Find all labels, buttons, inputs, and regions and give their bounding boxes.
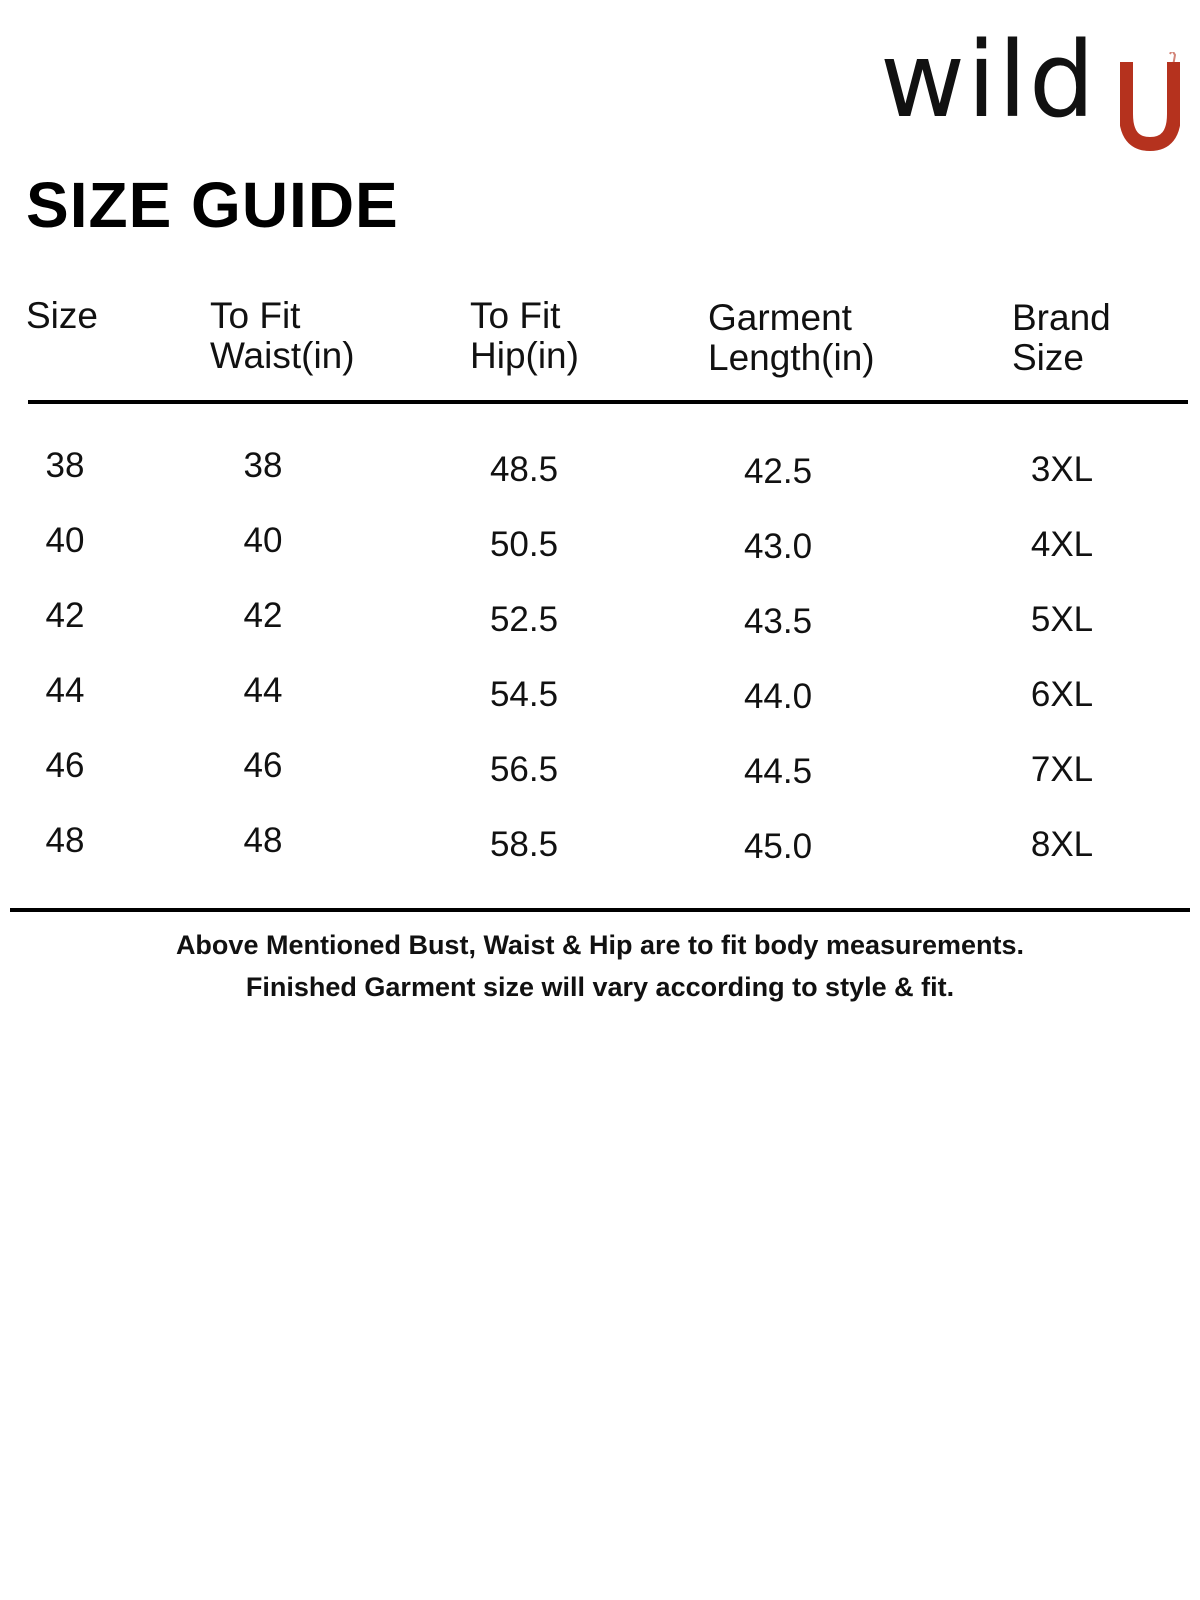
cell-brand-size: 6XL: [1030, 675, 1094, 714]
brand-logo: [880, 20, 1180, 140]
cell-size: 38: [45, 446, 85, 485]
cell-hip: 54.5: [489, 675, 559, 714]
column-header-size: Size: [26, 295, 98, 336]
cell-hip: 56.5: [489, 750, 559, 789]
cell-size: 40: [45, 521, 85, 560]
cell-hip: 52.5: [489, 600, 559, 639]
cell-waist: 48: [243, 821, 283, 860]
cell-length: 44.5: [743, 752, 813, 791]
cell-length: 42.5: [743, 452, 813, 491]
table-row: [0, 521, 1200, 595]
column-header-hip: To Fit Hip(in): [470, 295, 579, 376]
table-row: [0, 746, 1200, 820]
brand-logo-text: wild: [880, 19, 1097, 141]
cell-size: 42: [45, 596, 85, 635]
cell-length: 43.0: [743, 527, 813, 566]
header-divider: [28, 400, 1188, 404]
cell-brand-size: 3XL: [1030, 450, 1094, 489]
table-row: [0, 671, 1200, 745]
cell-hip: 58.5: [489, 825, 559, 864]
table-row: [0, 596, 1200, 670]
cell-brand-size: 7XL: [1030, 750, 1094, 789]
cell-length: 45.0: [743, 827, 813, 866]
column-header-length: Garment Length(in): [708, 297, 875, 378]
note-line-2: Finished Garment size will vary according to style & fit.: [245, 972, 955, 1002]
table-row: [0, 446, 1200, 520]
cell-hip: 50.5: [489, 525, 559, 564]
cell-brand-size: 4XL: [1030, 525, 1094, 564]
table-row: [0, 821, 1200, 895]
cell-length: 43.5: [743, 602, 813, 641]
cell-size: 44: [45, 671, 85, 710]
column-header-waist: To Fit Waist(in): [210, 295, 355, 376]
cell-hip: 48.5: [489, 450, 559, 489]
column-header-brand-size: Brand Size: [1012, 297, 1111, 378]
cell-waist: 38: [243, 446, 283, 485]
cell-size: 48: [45, 821, 85, 860]
cell-waist: 40: [243, 521, 283, 560]
cell-size: 46: [45, 746, 85, 785]
cell-length: 44.0: [743, 677, 813, 716]
cell-waist: 46: [243, 746, 283, 785]
page-title: SIZE GUIDE: [26, 169, 399, 241]
cell-brand-size: 8XL: [1030, 825, 1094, 864]
cell-brand-size: 5XL: [1030, 600, 1094, 639]
brand-logo-u-icon: [1120, 52, 1180, 152]
cell-waist: 42: [243, 596, 283, 635]
footer-divider: [10, 908, 1190, 912]
note-line-1: Above Mentioned Bust, Waist & Hip are to fit body measurements.: [175, 930, 1025, 960]
cell-waist: 44: [243, 671, 283, 710]
